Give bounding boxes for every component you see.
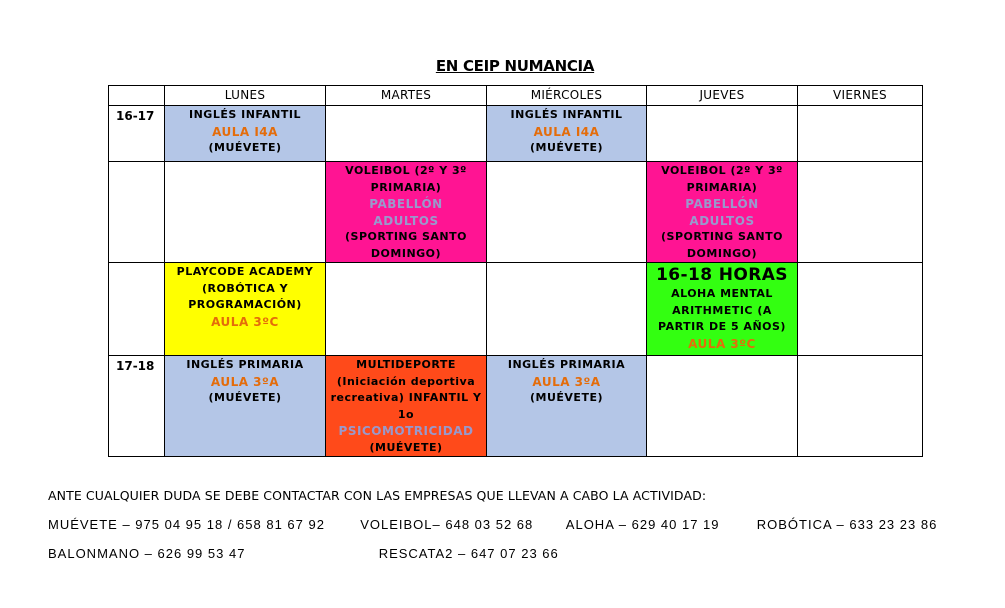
activity-line: INGLÉS PRIMARIA bbox=[507, 358, 626, 371]
schedule-row bbox=[109, 106, 923, 162]
activity-line: VOLEIBOL (2º Y 3º bbox=[661, 164, 783, 177]
activity-line: AULA 3ºA bbox=[210, 374, 280, 389]
activity-line: (MUÉVETE) bbox=[208, 141, 282, 154]
contact-muevete: MUÉVETE – 975 04 95 18 / 658 81 67 92 bbox=[48, 517, 325, 532]
activity-cell bbox=[165, 356, 326, 457]
activity-line: (Iniciación deportiva bbox=[336, 374, 476, 388]
activity-line: 16-18 HORAS bbox=[656, 265, 788, 285]
corner-cell bbox=[109, 86, 165, 106]
schedule-row bbox=[109, 263, 923, 356]
hour-cell: 17-18 bbox=[109, 356, 165, 457]
activity-line: INGLÉS PRIMARIA bbox=[186, 358, 304, 371]
activity-line: ADULTOS bbox=[689, 213, 755, 228]
hour-cell: 16-17 bbox=[109, 106, 165, 162]
contact-robotica: ROBÓTICA – 633 23 23 86 bbox=[756, 517, 938, 532]
activity-line: (MUÉVETE) bbox=[530, 391, 603, 404]
activity-line: 1o bbox=[397, 407, 415, 421]
activity-line: PABELLÓN bbox=[369, 197, 443, 211]
activity-line: DOMINGO) bbox=[686, 246, 758, 260]
activity-line: AULA 3ºA bbox=[532, 374, 601, 389]
activity-line: AULA I4A bbox=[533, 124, 600, 139]
contact-balonmano: BALONMANO – 626 99 53 47 bbox=[48, 546, 246, 561]
contacts-line-2 bbox=[48, 546, 1005, 561]
activity-cell bbox=[165, 106, 326, 162]
activity-line: PRIMARIA) bbox=[686, 180, 758, 194]
activity-line: PARTIR DE 5 AÑOS) bbox=[658, 320, 786, 333]
empty-cell bbox=[798, 263, 923, 356]
activity-line: PABELLÓN bbox=[685, 197, 759, 211]
day-header: VIERNES bbox=[798, 86, 923, 106]
contact-aloha: ALOHA – 629 40 17 19 bbox=[565, 517, 720, 532]
activity-line: PSICOMOTRICIDAD bbox=[338, 424, 474, 438]
activity-cell bbox=[165, 263, 326, 356]
empty-cell bbox=[647, 106, 798, 162]
empty-cell bbox=[798, 356, 923, 457]
contact-voleibol: VOLEIBOL– 648 03 52 68 bbox=[360, 517, 534, 532]
schedule-row bbox=[109, 162, 923, 263]
activity-line: AULA 3ºC bbox=[211, 314, 279, 329]
activity-line: INGLÉS INFANTIL bbox=[510, 108, 623, 121]
hour-cell bbox=[109, 162, 165, 263]
empty-cell bbox=[647, 356, 798, 457]
activity-line: (ROBÓTICA Y bbox=[201, 281, 289, 295]
activity-line: AULA I4A bbox=[212, 124, 278, 139]
page-title: EN CEIP NUMANCIA bbox=[435, 57, 595, 75]
schedule-row bbox=[109, 356, 923, 457]
activity-line: (SPORTING SANTO bbox=[345, 230, 467, 243]
empty-cell bbox=[326, 263, 487, 356]
empty-cell bbox=[165, 162, 326, 263]
activity-cell bbox=[487, 106, 647, 162]
hour-cell bbox=[109, 263, 165, 356]
activity-line: recreativa) INFANTIL Y bbox=[330, 391, 482, 404]
empty-cell bbox=[326, 106, 487, 162]
activity-line: (MUÉVETE) bbox=[530, 141, 603, 154]
day-header: MARTES bbox=[326, 86, 487, 106]
day-header-row bbox=[109, 86, 923, 106]
activity-cell bbox=[326, 356, 487, 457]
contact-rescata2: RESCATA2 – 647 07 23 66 bbox=[378, 546, 559, 561]
activity-line: PRIMARIA) bbox=[370, 180, 442, 194]
day-header: LUNES bbox=[165, 86, 326, 106]
activity-line: INGLÉS INFANTIL bbox=[189, 108, 301, 121]
empty-cell bbox=[798, 162, 923, 263]
activity-line: ARITHMETIC (A bbox=[672, 303, 772, 317]
activity-line: ADULTOS bbox=[373, 213, 439, 228]
activity-line: PLAYCODE ACADEMY bbox=[176, 265, 314, 278]
activity-cell bbox=[487, 356, 647, 457]
activity-cell bbox=[326, 162, 487, 263]
activity-line: VOLEIBOL (2º Y 3º bbox=[345, 164, 467, 177]
empty-cell bbox=[487, 263, 647, 356]
activity-line: MULTIDEPORTE bbox=[356, 358, 456, 371]
activity-line: ALOHA MENTAL bbox=[671, 287, 773, 300]
activity-line: AULA 3ºC bbox=[688, 336, 756, 351]
empty-cell bbox=[487, 162, 647, 263]
activity-line: PROGRAMACIÓN) bbox=[188, 298, 302, 311]
day-header: MIÉRCOLES bbox=[487, 86, 647, 106]
contact-intro: ANTE CUALQUIER DUDA SE DEBE CONTACTAR CON LAS EMPRESAS QUE LLEVAN A CABO LA ACTIVIDAD: bbox=[48, 488, 707, 503]
schedule-table bbox=[108, 85, 923, 457]
contacts-line-1 bbox=[48, 517, 1005, 532]
activity-line: (MUÉVETE) bbox=[208, 391, 282, 404]
activity-line: (MUÉVETE) bbox=[369, 440, 443, 454]
activity-cell bbox=[647, 162, 798, 263]
day-header: JUEVES bbox=[647, 86, 798, 106]
activity-cell bbox=[647, 263, 798, 356]
activity-line: DOMINGO) bbox=[370, 246, 442, 260]
empty-cell bbox=[798, 106, 923, 162]
activity-line: (SPORTING SANTO bbox=[661, 230, 783, 243]
